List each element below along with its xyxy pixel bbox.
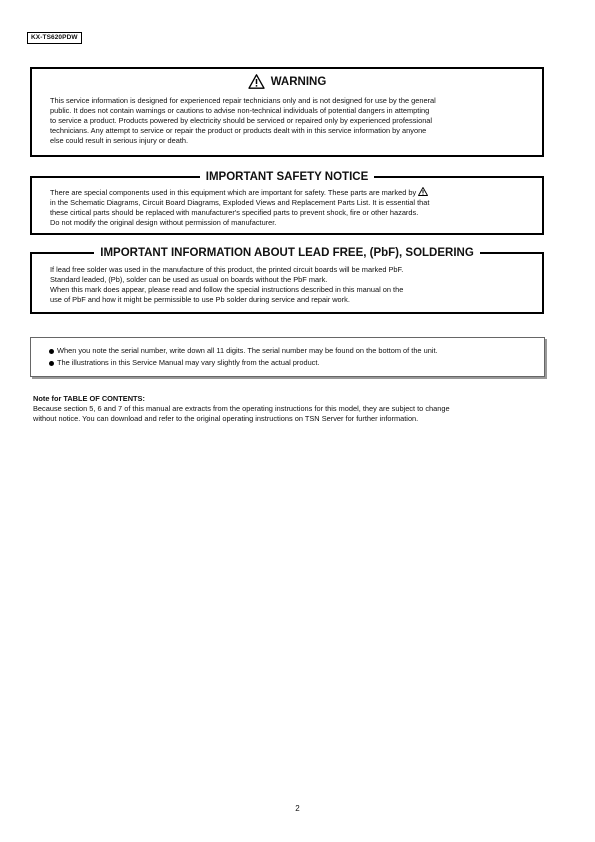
toc-note-line: without notice. You can download and refer to the original operating instructions on TSN Server for further information. [33,414,419,423]
note-item [49,358,319,368]
warning-line: public. It does not contain warnings or cautions to advise non-technical individuals of potential dangers in attempting [50,106,430,116]
note-item [49,346,438,356]
note-text: When you note the serial number, write down all 11 digits. The serial number may be found on the bottom of the unit. [57,346,438,355]
warning-box [30,67,544,157]
warning-line: This service information is designed for experienced repair technicians only and is not designed for use by the general [50,96,436,105]
lead-free-box [30,253,544,314]
safety-text [50,187,534,228]
lead-free-text [50,265,520,305]
lead-free-line: If lead free solder was used in the manufacture of this product, the printed circuit boards will be marked PbF. [50,265,404,274]
model-number-tag: KX-TS620PDW [27,32,82,44]
lead-free-line: use of PbF and how it might be permissible to use Pb solder during service and repair work. [50,295,350,305]
toc-note-line: Because section 5, 6 and 7 of this manual are extracts from the operating instructions for this model, they are subject to change [33,404,450,413]
safety-title: IMPORTANT SAFETY NOTICE [205,171,369,183]
page-number: 2 [295,804,300,813]
warning-text [50,96,528,146]
warning-line: to service a product. Products powered by electricity should be serviced or repaired only by experienced professional [50,116,433,126]
safety-line: in the Schematic Diagrams, Circuit Board Diagrams, Exploded Views and Replacement Parts List. It is essential that [50,198,430,208]
bullet-icon [49,361,54,366]
safety-line-text: There are special components used in this equipment which are important for safety. These parts are marked by [50,188,417,197]
safety-line [50,187,534,198]
safety-line: these cirtical parts should be replaced with manufacturer's specified parts to prevent shock, fire or other hazards. [50,208,419,218]
lead-free-title: IMPORTANT INFORMATION ABOUT LEAD FREE, (PbF), SOLDERING [100,247,474,259]
lead-free-line: When this mark does appear, please read and follow the special instructions described in this manual on the [50,285,404,295]
warning-line: technicians. Any attempt to service or repair the product or products dealt with in this service information by anyone [50,126,427,136]
bullet-icon [49,349,54,354]
safety-line: Do not modify the original design without permission of manufacturer. [50,218,277,228]
warning-triangle-icon [248,74,265,89]
note-text: The illustrations in this Service Manual may vary slightly from the actual product. [57,358,320,367]
warning-title: WARNING [270,75,327,88]
notes-box [30,337,545,377]
warning-heading [32,74,542,89]
warning-line: else could result in serious injury or death. [50,136,189,146]
toc-note-body [33,404,553,424]
lead-free-line: Standard leaded, (Pb), solder can be used as usual on boards without the PbF mark. [50,275,328,285]
toc-note-title: Note for TABLE OF CONTENTS: [33,394,145,403]
safety-notice-box [30,177,544,235]
safety-triangle-icon [418,187,428,196]
